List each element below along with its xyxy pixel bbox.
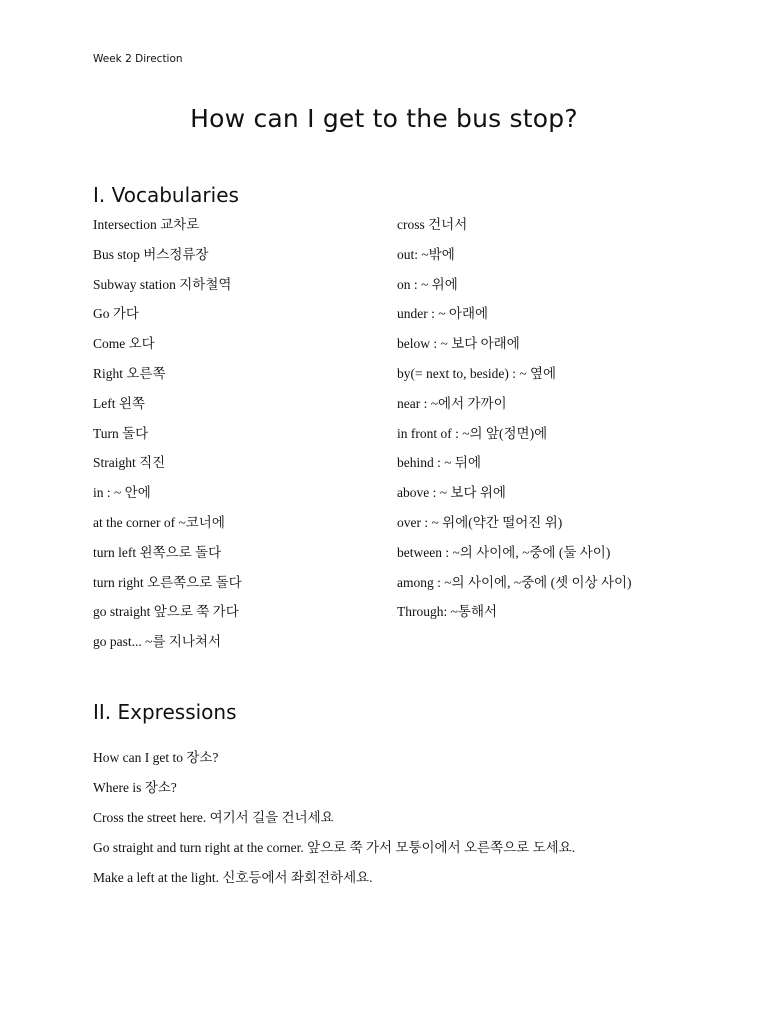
vocab-item: Straight 직진 xyxy=(93,455,166,471)
vocab-item: near : ~에서 가까이 xyxy=(397,395,507,411)
vocab-item: cross 건너서 xyxy=(397,217,468,232)
expression-item: Where is 장소? xyxy=(93,780,177,795)
vocab-item: Intersection 교차로 xyxy=(93,217,200,232)
vocabulary-left-column xyxy=(93,216,242,663)
vocab-item: above : ~ 보다 위에 xyxy=(397,485,506,501)
vocab-item: among : ~의 사이에, ~중에 (셋 이상 사이) xyxy=(397,574,632,590)
vocab-item: Right 오른쪽 xyxy=(93,365,166,381)
vocabulary-heading: I. Vocabularies xyxy=(93,183,239,207)
vocab-item: under : ~ 아래에 xyxy=(397,306,489,322)
header-note: Week 2 Direction xyxy=(93,53,183,65)
expression-item: Go straight and turn right at the corner. 앞으로 쭉 가서 모퉁이에서 오른쪽으로 도세요. xyxy=(93,840,576,855)
vocab-item: in front of : ~의 앞(정면)에 xyxy=(397,425,548,441)
vocab-item: behind : ~ 뒤에 xyxy=(397,455,482,471)
expressions-heading: II. Expressions xyxy=(93,700,237,724)
expressions-list xyxy=(93,749,575,899)
vocab-item: over : ~ 위에(약간 떨어진 위) xyxy=(397,514,563,530)
vocab-item: Turn 돌다 xyxy=(93,425,149,441)
vocab-item: go straight 앞으로 쭉 가다 xyxy=(93,604,239,620)
expression-item: Make a left at the light. 신호등에서 좌회전하세요. xyxy=(93,870,373,885)
vocab-item: out: ~밖에 xyxy=(397,246,455,262)
vocab-item: at the corner of ~코너에 xyxy=(93,514,225,530)
vocab-item: Come 오다 xyxy=(93,336,155,352)
vocab-item: Go 가다 xyxy=(93,306,139,322)
vocab-item: Left 왼쪽 xyxy=(93,395,145,411)
expression-item: Cross the street here. 여기서 길을 건너세요 xyxy=(93,810,334,825)
vocab-item: by(= next to, beside) : ~ 옆에 xyxy=(397,365,557,381)
vocab-item: Bus stop 버스정류장 xyxy=(93,246,209,262)
page-title: How can I get to the bus stop? xyxy=(190,104,578,133)
vocabulary-right-column xyxy=(397,216,632,633)
vocab-item: Subway station 지하철역 xyxy=(93,276,232,292)
vocab-item: turn right 오른쪽으로 돌다 xyxy=(93,574,242,590)
vocab-item: on : ~ 위에 xyxy=(397,276,458,292)
expression-item: How can I get to 장소? xyxy=(93,750,219,765)
vocab-item: below : ~ 보다 아래에 xyxy=(397,336,520,352)
vocab-item: go past... ~를 지나쳐서 xyxy=(93,634,222,650)
vocab-item: Through: ~통해서 xyxy=(397,604,498,620)
vocab-item: between : ~의 사이에, ~중에 (둘 사이) xyxy=(397,544,611,560)
vocab-item: turn left 왼쪽으로 돌다 xyxy=(93,544,222,560)
vocab-item: in : ~ 안에 xyxy=(93,485,151,501)
